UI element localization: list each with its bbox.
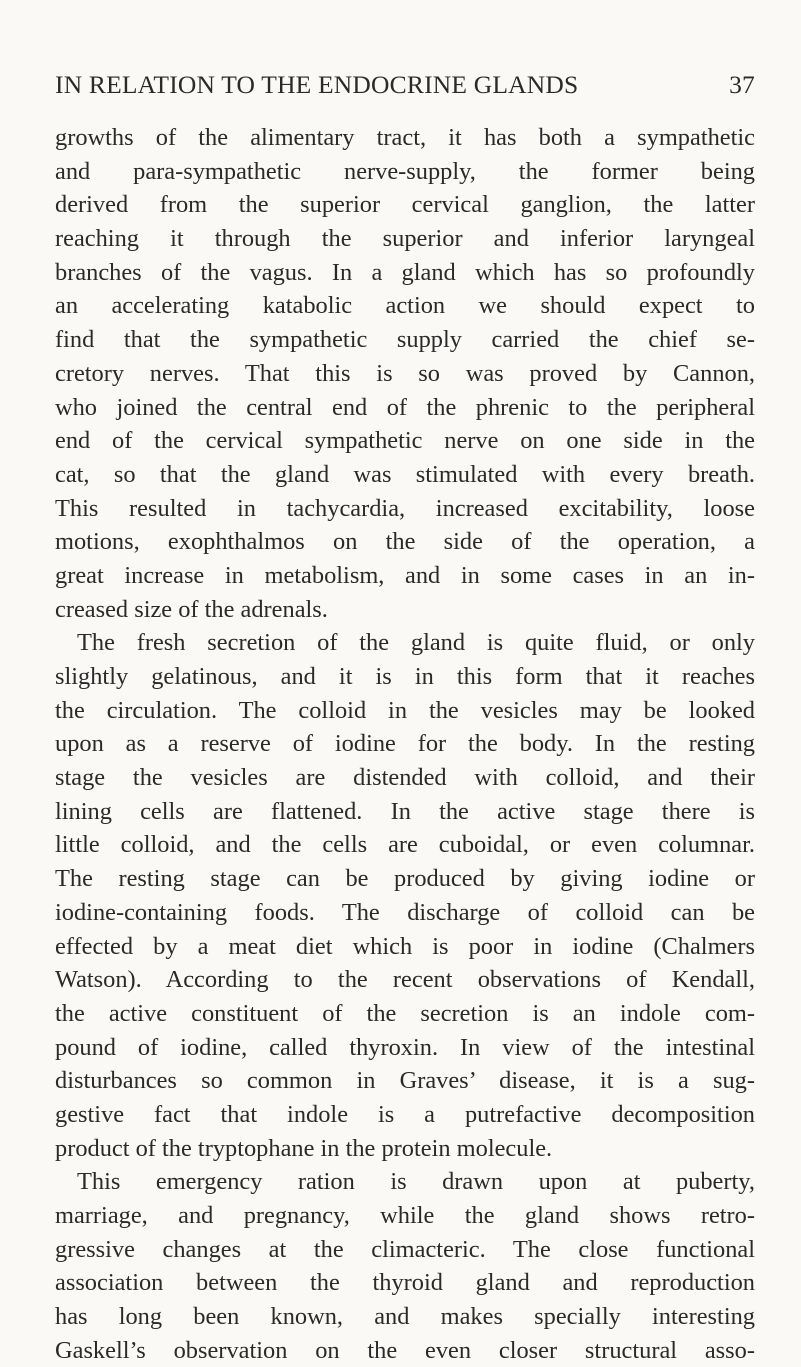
text-line: has long been known, and makes specially interesting bbox=[55, 1303, 755, 1331]
text-line: Watson). According to the recent observations of Kendall, bbox=[55, 966, 755, 994]
text-line: find that the sympathetic supply carried the chief se- bbox=[55, 326, 755, 354]
text-line: and para-sympathetic nerve-supply, the former being bbox=[55, 157, 755, 185]
text-line: cretory nerves. That this is so was proved by Cannon, bbox=[55, 359, 755, 387]
text-line: cat, so that the gland was stimulated with every breath. bbox=[55, 460, 755, 488]
text-line: the active constituent of the secretion is an indole com- bbox=[55, 999, 755, 1027]
text-line: reaching it through the superior and inferior laryngeal bbox=[55, 225, 755, 253]
page-number: 37 bbox=[729, 70, 755, 99]
text-line: marriage, and pregnancy, while the gland shows retro- bbox=[55, 1202, 755, 1229]
text-line: iodine-containing foods. The discharge of colloid can be bbox=[55, 898, 755, 926]
text-line: growths of the alimentary tract, it has both a sympathetic bbox=[55, 124, 755, 151]
body-text bbox=[55, 121, 755, 1367]
paragraph-start-line: This emergency ration is drawn upon at puberty, bbox=[77, 1168, 755, 1196]
text-line: disturbances so common in Graves’ disease, it is a sug- bbox=[55, 1067, 755, 1095]
text-line: who joined the central end of the phrenic to the peripheral bbox=[55, 393, 755, 421]
text-line: gressive changes at the climacteric. The close functional bbox=[55, 1235, 755, 1263]
text-line: great increase in metabolism, and in some cases in an in- bbox=[55, 561, 755, 589]
running-head-title: IN RELATION TO THE ENDOCRINE GLANDS bbox=[55, 70, 579, 99]
running-head bbox=[55, 70, 755, 110]
text-line: an accelerating katabolic action we should expect to bbox=[55, 292, 755, 320]
text-line: lining cells are flattened. In the active stage there is bbox=[55, 797, 755, 825]
paragraph-end-line: product of the tryptophane in the protein molecule. bbox=[55, 1134, 553, 1162]
text-line: end of the cervical sympathetic nerve on one side in the bbox=[55, 427, 755, 455]
text-line: pound of iodine, called thyroxin. In view of the intestinal bbox=[55, 1033, 755, 1061]
text-line: Gaskell’s observation on the even closer structural asso- bbox=[55, 1336, 755, 1364]
text-line: The resting stage can be produced by giving iodine or bbox=[55, 865, 755, 893]
text-line: upon as a reserve of iodine for the body. In the resting bbox=[55, 730, 755, 758]
text-line: motions, exophthalmos on the side of the operation, a bbox=[55, 528, 755, 556]
text-line: slightly gelatinous, and it is in this form that it reaches bbox=[55, 663, 755, 690]
paragraph-start-line: The fresh secretion of the gland is quite fluid, or only bbox=[77, 629, 755, 657]
paragraph-end-line: creased size of the adrenals. bbox=[55, 595, 328, 623]
text-line: the circulation. The colloid in the vesicles may be looked bbox=[55, 696, 755, 724]
text-line: This resulted in tachycardia, increased excitability, loose bbox=[55, 494, 755, 522]
text-line: effected by a meat diet which is poor in iodine (Chalmers bbox=[55, 932, 755, 960]
text-line: derived from the superior cervical ganglion, the latter bbox=[55, 191, 755, 219]
text-line: gestive fact that indole is a putrefactive decomposition bbox=[55, 1100, 755, 1128]
text-line: branches of the vagus. In a gland which has so profoundly bbox=[55, 258, 755, 286]
text-line: stage the vesicles are distended with colloid, and their bbox=[55, 764, 755, 792]
text-line: little colloid, and the cells are cuboidal, or even columnar. bbox=[55, 831, 755, 859]
text-line: association between the thyroid gland and reproduction bbox=[55, 1269, 755, 1297]
